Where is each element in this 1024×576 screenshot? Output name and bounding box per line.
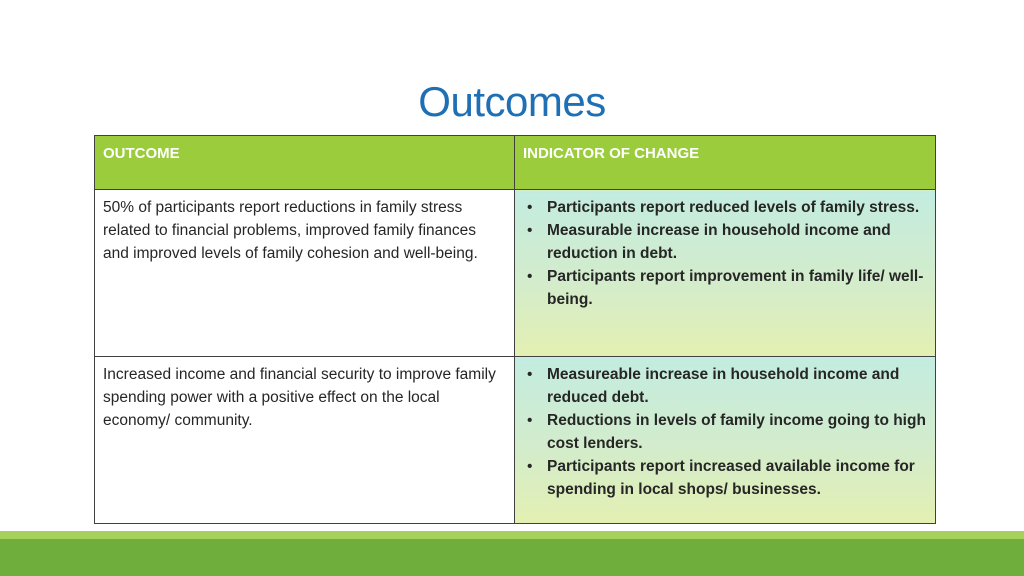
bullet-icon: • <box>527 458 533 475</box>
indicator-item <box>523 409 927 455</box>
outcome-cell: 50% of participants report reductions in family stress related to financial problems, improved family finances and improved levels of family cohesion and well-being. <box>95 190 515 357</box>
bullet-icon: • <box>527 222 533 239</box>
indicator-text: Participants report increased available income for spending in local shops/ businesses. <box>547 458 915 498</box>
indicator-text: Measurable increase in household income and reduction in debt. <box>547 222 891 262</box>
table-header-row <box>95 136 936 190</box>
header-indicator-of-change: INDICATOR OF CHANGE <box>515 136 936 190</box>
indicator-item <box>523 265 927 311</box>
indicator-text: Reductions in levels of family income going to high cost lenders. <box>547 412 926 452</box>
outcomes-table <box>94 135 936 524</box>
indicator-text: Participants report reduced levels of family stress. <box>547 199 920 216</box>
indicator-text: Measureable increase in household income and reduced debt. <box>547 366 900 406</box>
indicator-list <box>523 363 927 501</box>
header-outcome: OUTCOME <box>95 136 515 190</box>
bullet-icon: • <box>527 199 533 216</box>
table-row <box>95 190 936 357</box>
indicator-text: Participants report improvement in family life/ well-being. <box>547 268 924 308</box>
footer-bar <box>0 539 1024 576</box>
indicator-item <box>523 455 927 501</box>
slide-title: Outcomes <box>418 78 606 125</box>
indicator-cell <box>515 357 936 524</box>
bullet-icon: • <box>527 412 533 429</box>
indicator-list <box>523 196 927 311</box>
indicator-item <box>523 363 927 409</box>
bullet-icon: • <box>527 268 533 285</box>
indicator-item <box>523 219 927 265</box>
outcome-cell: Increased income and financial security to improve family spending power with a positive effect on the local economy/ community. <box>95 357 515 524</box>
indicator-cell <box>515 190 936 357</box>
table-row <box>95 357 936 524</box>
indicator-item <box>523 196 927 219</box>
bullet-icon: • <box>527 366 533 383</box>
footer-accent-stripe <box>0 531 1024 539</box>
